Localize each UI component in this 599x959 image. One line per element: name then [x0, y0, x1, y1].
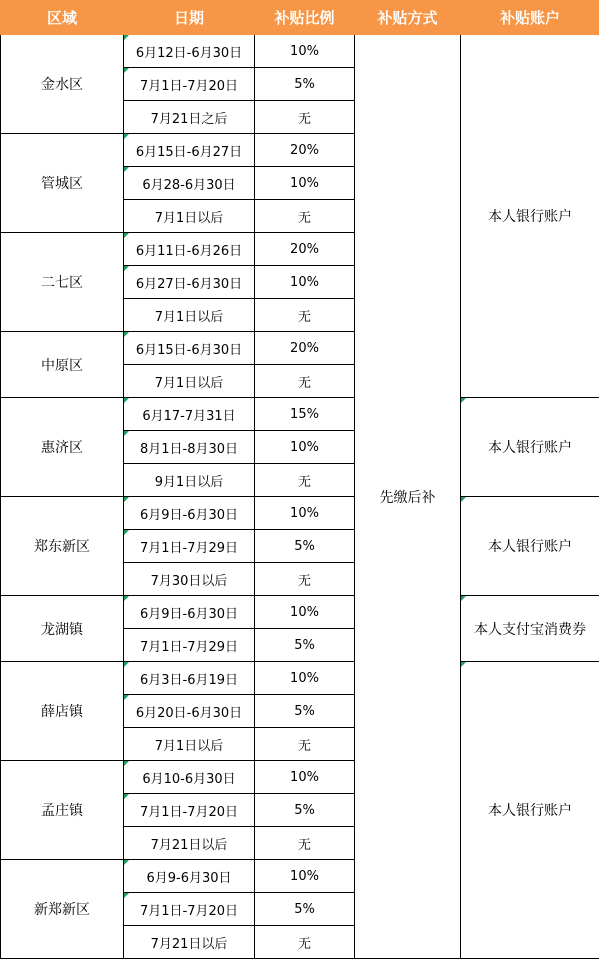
ratio-cell: 5% — [255, 68, 355, 101]
ratio-cell: 20% — [255, 233, 355, 266]
ratio-cell: 20% — [255, 332, 355, 365]
region-cell: 管城区 — [1, 134, 124, 233]
account-cell: 本人银行账户 — [461, 35, 599, 398]
ratio-cell: 无 — [255, 827, 355, 860]
date-cell: 8月1日-8月30日 — [124, 431, 255, 464]
date-cell: 7月1日-7月29日 — [124, 530, 255, 563]
ratio-cell: 10% — [255, 167, 355, 200]
method-cell: 先缴后补 — [355, 35, 461, 959]
date-cell: 7月1日-7月20日 — [124, 68, 255, 101]
date-cell: 7月1日-7月20日 — [124, 893, 255, 926]
ratio-cell: 5% — [255, 794, 355, 827]
ratio-cell: 15% — [255, 398, 355, 431]
header-ratio: 补贴比例 — [255, 1, 355, 35]
date-cell: 6月11日-6月26日 — [124, 233, 255, 266]
date-cell: 7月30日以后 — [124, 563, 255, 596]
date-cell: 6月3日-6月19日 — [124, 662, 255, 695]
header-region: 区域 — [1, 1, 124, 35]
date-cell: 6月27日-6月30日 — [124, 266, 255, 299]
ratio-cell: 5% — [255, 695, 355, 728]
date-cell: 6月28-6月30日 — [124, 167, 255, 200]
table-row — [1, 662, 599, 695]
date-cell: 9月1日以后 — [124, 464, 255, 497]
date-cell: 6月10-6月30日 — [124, 761, 255, 794]
date-cell: 7月21日以后 — [124, 926, 255, 959]
ratio-cell: 无 — [255, 101, 355, 134]
date-cell: 7月21日以后 — [124, 827, 255, 860]
region-cell: 郑东新区 — [1, 497, 124, 596]
date-cell: 7月1日-7月20日 — [124, 794, 255, 827]
ratio-cell: 10% — [255, 35, 355, 68]
ratio-cell: 10% — [255, 431, 355, 464]
ratio-cell: 5% — [255, 893, 355, 926]
date-cell: 6月9日-6月30日 — [124, 497, 255, 530]
ratio-cell: 无 — [255, 563, 355, 596]
date-cell: 6月12日-6月30日 — [124, 35, 255, 68]
account-cell: 本人支付宝消费券 — [461, 596, 599, 662]
region-cell: 二七区 — [1, 233, 124, 332]
region-cell: 中原区 — [1, 332, 124, 398]
date-cell: 6月15日-6月27日 — [124, 134, 255, 167]
table-body — [1, 35, 599, 959]
ratio-cell: 无 — [255, 926, 355, 959]
region-cell: 龙湖镇 — [1, 596, 124, 662]
header-date: 日期 — [124, 1, 255, 35]
table-row — [1, 596, 599, 629]
region-cell: 惠济区 — [1, 398, 124, 497]
header-row — [1, 1, 599, 35]
date-cell: 7月21日之后 — [124, 101, 255, 134]
date-cell: 7月1日以后 — [124, 728, 255, 761]
date-cell: 7月1日以后 — [124, 200, 255, 233]
region-cell: 薛店镇 — [1, 662, 124, 761]
ratio-cell: 20% — [255, 134, 355, 167]
ratio-cell: 无 — [255, 200, 355, 233]
date-cell: 6月20日-6月30日 — [124, 695, 255, 728]
date-cell: 6月9日-6月30日 — [124, 596, 255, 629]
ratio-cell: 无 — [255, 299, 355, 332]
account-cell: 本人银行账户 — [461, 398, 599, 497]
table-row — [1, 497, 599, 530]
account-cell: 本人银行账户 — [461, 662, 599, 959]
region-cell: 新郑新区 — [1, 860, 124, 959]
ratio-cell: 无 — [255, 728, 355, 761]
date-cell: 7月1日以后 — [124, 365, 255, 398]
ratio-cell: 5% — [255, 629, 355, 662]
date-cell: 6月9-6月30日 — [124, 860, 255, 893]
ratio-cell: 10% — [255, 596, 355, 629]
ratio-cell: 无 — [255, 365, 355, 398]
ratio-cell: 10% — [255, 266, 355, 299]
ratio-cell: 无 — [255, 464, 355, 497]
header-method: 补贴方式 — [355, 1, 461, 35]
region-cell: 金水区 — [1, 35, 124, 134]
table-row — [1, 398, 599, 431]
date-cell: 6月17-7月31日 — [124, 398, 255, 431]
ratio-cell: 5% — [255, 530, 355, 563]
account-cell: 本人银行账户 — [461, 497, 599, 596]
table-row — [1, 35, 599, 68]
date-cell: 7月1日-7月29日 — [124, 629, 255, 662]
date-cell: 7月1日以后 — [124, 299, 255, 332]
ratio-cell: 10% — [255, 860, 355, 893]
region-cell: 孟庄镇 — [1, 761, 124, 860]
date-cell: 6月15日-6月30日 — [124, 332, 255, 365]
ratio-cell: 10% — [255, 761, 355, 794]
ratio-cell: 10% — [255, 497, 355, 530]
ratio-cell: 10% — [255, 662, 355, 695]
header-account: 补贴账户 — [461, 1, 599, 35]
